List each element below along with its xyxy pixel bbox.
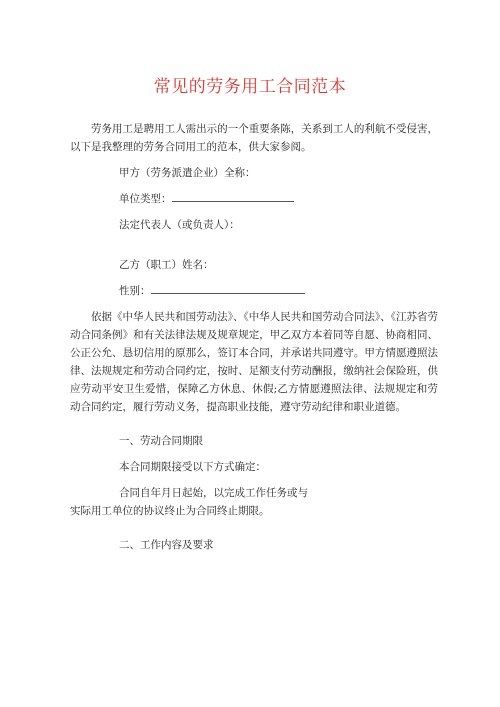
- document-body: [70, 120, 438, 554]
- legal-rep-label: 法定代表人（或负责人）：: [119, 219, 240, 231]
- unit-type-field: [70, 190, 438, 208]
- document-title: 常见的劳务用工合同范本: [153, 77, 347, 97]
- party-a-label: 甲方（劳务派遣企业）全称：: [119, 167, 256, 179]
- section-1-line-3: 实际用工单位的协议终止为合同终止期限。: [70, 505, 270, 517]
- gender-label: 性别：: [119, 285, 151, 297]
- party-b-label: 乙方（职工）姓名：: [119, 259, 214, 271]
- section-2-heading: 二、工作内容及要求: [119, 539, 214, 551]
- basis-paragraph: 依据《中华人民共和国劳动法》、《中华人民共和国劳动合同法》、《江苏省劳动合同条例》和有关法律法规及规章规定，甲乙双方本着同等自愿、协商相同、公正公允、恳切信用的原那么，签订本合同，并承诺共同遵守。甲方情愿遵照法律、法规规定和劳动合同约定，按时、足额支付劳动酬报，缴纳社会保险班，供应劳动平安卫生爱惜，保障乙方休息、休假;乙方情愿遵照法律、法规规定和劳动合同约定，履行劳动义务，提高职业技能，遵守劳动纪律和职业道德。: [70, 311, 438, 413]
- unit-type-blank-line: [172, 190, 294, 202]
- party-a-field: [70, 164, 438, 182]
- legal-rep-field: [70, 216, 438, 234]
- section-1-heading: 一、劳动合同期限: [119, 435, 203, 447]
- section-1-line-1: 本合同期限接受以下方式确定：: [119, 461, 266, 473]
- intro-paragraph: 劳务用工是聘用工人需出示的一个重要条陈，关系到工人的利航不受侵害，以下是我整理的劳务合同用工的范本，供大家参阅。: [70, 123, 438, 153]
- section-1-line-2: 合同自年月日起始，以完成工作任务或与: [119, 487, 308, 499]
- gender-field: [70, 282, 438, 300]
- unit-type-label: 单位类型：: [119, 193, 172, 205]
- gender-blank-line: [151, 282, 305, 294]
- party-b-field: [70, 256, 438, 274]
